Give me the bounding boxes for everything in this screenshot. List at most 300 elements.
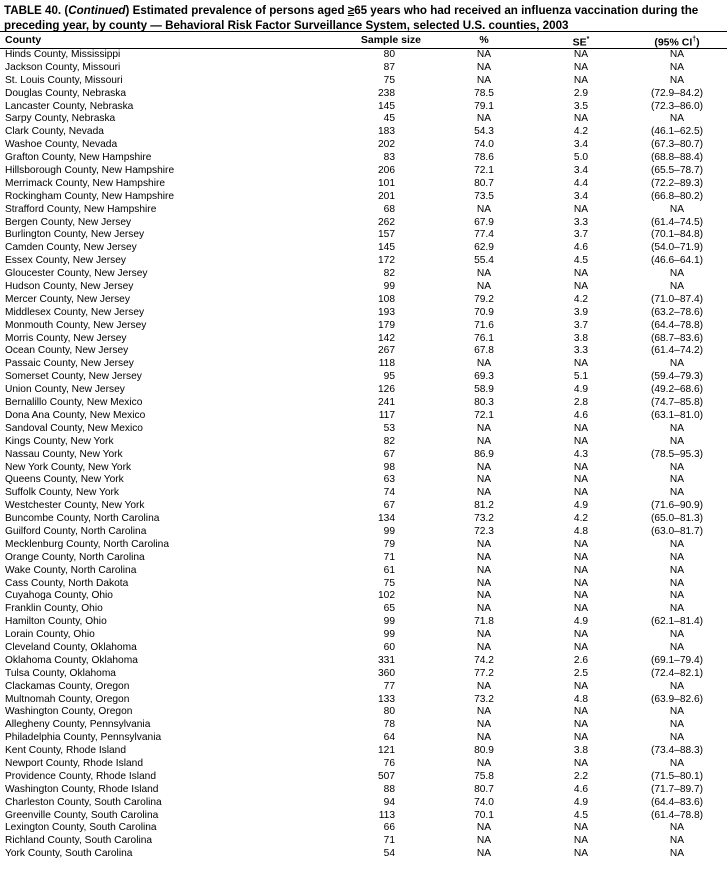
se-cell: NA	[573, 757, 589, 769]
ci-cell: NA	[669, 822, 685, 834]
table-row	[0, 590, 727, 603]
sample-size-cell: 77	[383, 680, 395, 692]
table-row	[0, 178, 727, 191]
county-cell: Tulsa County, Oklahoma	[5, 667, 116, 679]
ci-cell: NA	[669, 603, 685, 615]
county-cell: Rockingham County, New Hampshire	[5, 190, 175, 202]
table-row	[0, 371, 727, 384]
ci-cell: (62.1–81.4)	[650, 616, 704, 628]
ci-cell: (73.4–88.3)	[650, 745, 704, 757]
county-cell: St. Louis County, Missouri	[5, 74, 123, 86]
county-cell: Wake County, North Carolina	[5, 564, 137, 576]
se-cell: 3.3	[573, 216, 589, 228]
table-row	[0, 410, 727, 423]
percent-cell: 67.8	[474, 345, 494, 357]
county-cell: Lexington County, South Carolina	[5, 822, 157, 834]
county-cell: Lorain County, Ohio	[5, 629, 95, 641]
ci-cell: NA	[669, 590, 685, 602]
percent-cell: 77.4	[474, 229, 494, 241]
percent-cell: NA	[476, 203, 492, 215]
percent-cell: 74.0	[474, 796, 494, 808]
sample-size-cell: 201	[378, 190, 395, 202]
se-cell: NA	[573, 680, 589, 692]
sample-size-cell: 60	[383, 641, 395, 653]
ci-cell: NA	[669, 757, 685, 769]
ci-cell: NA	[669, 113, 685, 125]
sample-size-cell: 64	[383, 732, 395, 744]
ci-cell: NA	[669, 474, 685, 486]
ci-cell: (71.6–90.9)	[650, 500, 704, 512]
sample-size-cell: 54	[383, 848, 395, 860]
table-row	[0, 513, 727, 526]
table-row	[0, 384, 727, 397]
percent-cell: NA	[476, 822, 492, 834]
percent-cell: NA	[476, 461, 492, 473]
county-cell: Strafford County, New Hampshire	[5, 203, 157, 215]
county-cell: Cass County, North Dakota	[5, 577, 129, 589]
sample-size-cell: 95	[383, 371, 395, 383]
ci-cell: (46.6–64.1)	[650, 255, 704, 267]
se-cell: 3.7	[573, 319, 589, 331]
percent-cell: NA	[476, 551, 492, 563]
percent-cell: 80.7	[474, 783, 494, 795]
se-cell: 4.8	[573, 525, 589, 537]
percent-cell: 55.4	[474, 255, 494, 267]
header-percent: %	[479, 34, 489, 46]
table-row	[0, 88, 727, 101]
county-cell: Queens County, New York	[5, 474, 124, 486]
percent-cell: 86.9	[474, 448, 494, 460]
se-cell: NA	[573, 281, 589, 293]
se-cell: NA	[573, 835, 589, 847]
table-row	[0, 436, 727, 449]
table-row	[0, 62, 727, 75]
county-cell: Guilford County, North Carolina	[5, 525, 147, 537]
county-cell: Hamilton County, Ohio	[5, 616, 107, 628]
sample-size-cell: 75	[383, 577, 395, 589]
se-cell: 4.5	[573, 809, 589, 821]
county-cell: Morris County, New Jersey	[5, 332, 127, 344]
percent-cell: NA	[476, 113, 492, 125]
sample-size-cell: 117	[378, 409, 395, 421]
percent-cell: NA	[476, 719, 492, 731]
sample-size-cell: 45	[383, 113, 395, 125]
se-cell: NA	[573, 358, 589, 370]
ci-cell: (63.1–81.0)	[650, 409, 704, 421]
county-cell: Bernalillo County, New Mexico	[5, 397, 143, 409]
se-cell: 2.8	[573, 397, 589, 409]
sample-size-cell: 157	[378, 229, 395, 241]
ci-cell: (71.5–80.1)	[650, 770, 704, 782]
se-cell: 5.1	[573, 371, 589, 383]
county-cell: Newport County, Rhode Island	[5, 757, 143, 769]
county-cell: Jackson County, Missouri	[5, 61, 121, 73]
ci-cell: (64.4–78.8)	[650, 319, 704, 331]
sample-size-cell: 133	[378, 693, 395, 705]
ci-cell: NA	[669, 422, 685, 434]
se-cell: 3.4	[573, 190, 589, 202]
se-cell: 3.8	[573, 745, 589, 757]
se-cell: NA	[573, 268, 589, 280]
table-row	[0, 113, 727, 126]
percent-cell: NA	[476, 757, 492, 769]
county-cell: Clark County, Nevada	[5, 126, 104, 138]
se-cell: 3.4	[573, 139, 589, 151]
table-row	[0, 397, 727, 410]
county-cell: Lancaster County, Nebraska	[5, 100, 134, 112]
se-cell: 4.9	[573, 384, 589, 396]
percent-cell: 78.5	[474, 87, 494, 99]
ci-cell: (63.2–78.6)	[650, 306, 704, 318]
percent-cell: 72.1	[474, 409, 494, 421]
se-cell: 4.9	[573, 616, 589, 628]
county-cell: Hudson County, New Jersey	[5, 281, 134, 293]
ci-cell: (78.5–95.3)	[650, 448, 704, 460]
se-cell: 2.2	[573, 770, 589, 782]
table-row	[0, 758, 727, 771]
table-row	[0, 255, 727, 268]
percent-cell: 71.8	[474, 616, 494, 628]
percent-cell: NA	[476, 835, 492, 847]
sample-size-cell: 145	[378, 242, 395, 254]
county-cell: Westchester County, New York	[5, 500, 145, 512]
sample-size-cell: 118	[378, 358, 395, 370]
ci-cell: (63.9–82.6)	[650, 693, 704, 705]
table-row	[0, 552, 727, 565]
ci-cell: NA	[669, 61, 685, 73]
header-ci: (95% CI†)	[654, 36, 700, 49]
ci-cell: NA	[669, 281, 685, 293]
table-row	[0, 449, 727, 462]
ci-cell: NA	[669, 74, 685, 86]
county-cell: Monmouth County, New Jersey	[5, 319, 147, 331]
se-cell: NA	[573, 564, 589, 576]
county-cell: Richland County, South Carolina	[5, 835, 153, 847]
sample-size-cell: 202	[378, 139, 395, 151]
percent-cell: NA	[476, 848, 492, 860]
table-row	[0, 165, 727, 178]
county-cell: Providence County, Rhode Island	[5, 770, 157, 782]
percent-cell: NA	[476, 538, 492, 550]
table-row	[0, 474, 727, 487]
percent-cell: 69.3	[474, 371, 494, 383]
county-cell: Kings County, New York	[5, 435, 114, 447]
ci-cell: NA	[669, 706, 685, 718]
se-cell: 4.9	[573, 796, 589, 808]
county-cell: Kent County, Rhode Island	[5, 745, 127, 757]
ci-cell: (64.4–83.6)	[650, 796, 704, 808]
se-cell: NA	[573, 590, 589, 602]
se-cell: NA	[573, 61, 589, 73]
se-cell: 3.3	[573, 345, 589, 357]
ci-cell: NA	[669, 487, 685, 499]
percent-cell: NA	[476, 268, 492, 280]
percent-cell: 73.2	[474, 693, 494, 705]
ci-cell: NA	[669, 435, 685, 447]
se-cell: 4.4	[573, 177, 589, 189]
se-cell: 4.2	[573, 513, 589, 525]
county-cell: Charleston County, South Carolina	[5, 796, 162, 808]
table-row	[0, 681, 727, 694]
sample-size-cell: 126	[378, 384, 395, 396]
county-cell: Philadelphia County, Pennsylvania	[5, 732, 162, 744]
ci-cell: (74.7–85.8)	[650, 397, 704, 409]
percent-cell: NA	[476, 487, 492, 499]
se-cell: NA	[573, 848, 589, 860]
table-row	[0, 75, 727, 88]
county-cell: Camden County, New Jersey	[5, 242, 137, 254]
table-row	[0, 565, 727, 578]
ci-cell: NA	[669, 835, 685, 847]
ci-cell: (72.9–84.2)	[650, 87, 704, 99]
se-cell: 5.0	[573, 152, 589, 164]
percent-cell: 79.2	[474, 293, 494, 305]
table-row	[0, 101, 727, 114]
ci-cell: NA	[669, 538, 685, 550]
sample-size-cell: 331	[378, 654, 395, 666]
se-cell: NA	[573, 113, 589, 125]
sample-size-cell: 82	[383, 435, 395, 447]
table-row	[0, 320, 727, 333]
ci-cell: NA	[669, 358, 685, 370]
county-cell: Gloucester County, New Jersey	[5, 268, 148, 280]
table-row	[0, 526, 727, 539]
se-cell: 2.9	[573, 87, 589, 99]
sample-size-cell: 267	[378, 345, 395, 357]
table-row	[0, 126, 727, 139]
table-row	[0, 345, 727, 358]
percent-cell: 70.1	[474, 809, 494, 821]
se-cell: NA	[573, 629, 589, 641]
table-row	[0, 822, 727, 835]
percent-cell: NA	[476, 474, 492, 486]
percent-cell: 74.2	[474, 654, 494, 666]
percent-cell: NA	[476, 435, 492, 447]
table-row	[0, 152, 727, 165]
se-cell: 4.9	[573, 500, 589, 512]
sample-size-cell: 113	[378, 809, 395, 821]
ci-cell: NA	[669, 461, 685, 473]
ci-cell: NA	[669, 203, 685, 215]
sample-size-cell: 98	[383, 461, 395, 473]
sample-size-cell: 241	[378, 397, 395, 409]
sample-size-cell: 67	[383, 500, 395, 512]
ci-cell: (72.3–86.0)	[650, 100, 704, 112]
county-cell: Washoe County, Nevada	[5, 139, 118, 151]
percent-cell: NA	[476, 603, 492, 615]
ci-cell: (67.3–80.7)	[650, 139, 704, 151]
ci-cell: (69.1–79.4)	[650, 654, 704, 666]
county-cell: Burlington County, New Jersey	[5, 229, 145, 241]
percent-cell: NA	[476, 680, 492, 692]
table-row	[0, 797, 727, 810]
percent-cell: NA	[476, 61, 492, 73]
ci-cell: NA	[669, 732, 685, 744]
sample-size-cell: 193	[378, 306, 395, 318]
county-cell: Mercer County, New Jersey	[5, 293, 130, 305]
ci-cell: (65.0–81.3)	[650, 513, 704, 525]
county-cell: Dona Ana County, New Mexico	[5, 409, 146, 421]
percent-cell: NA	[476, 74, 492, 86]
percent-cell: NA	[476, 641, 492, 653]
se-cell: 4.6	[573, 409, 589, 421]
ci-cell: (65.5–78.7)	[650, 165, 704, 177]
sample-size-cell: 67	[383, 448, 395, 460]
sample-size-cell: 66	[383, 822, 395, 834]
table-row	[0, 784, 727, 797]
ci-cell: (63.0–81.7)	[650, 525, 704, 537]
sample-size-cell: 99	[383, 525, 395, 537]
table-row	[0, 281, 727, 294]
percent-cell: 73.5	[474, 190, 494, 202]
ci-cell: NA	[669, 629, 685, 641]
sample-size-cell: 74	[383, 487, 395, 499]
sample-size-cell: 99	[383, 281, 395, 293]
percent-cell: NA	[476, 358, 492, 370]
sample-size-cell: 183	[378, 126, 395, 138]
sample-size-cell: 172	[378, 255, 395, 267]
county-cell: Orange County, North Carolina	[5, 551, 145, 563]
table-row	[0, 462, 727, 475]
se-cell: NA	[573, 49, 589, 60]
county-cell: Bergen County, New Jersey	[5, 216, 132, 228]
sample-size-cell: 134	[378, 513, 395, 525]
sample-size-cell: 71	[383, 835, 395, 847]
ci-cell: (72.2–89.3)	[650, 177, 704, 189]
county-cell: Merrimack County, New Hampshire	[5, 177, 166, 189]
ci-cell: (68.8–88.4)	[650, 152, 704, 164]
county-cell: Cleveland County, Oklahoma	[5, 641, 137, 653]
county-cell: Hinds County, Mississippi	[5, 49, 121, 60]
sample-size-cell: 99	[383, 616, 395, 628]
se-cell: NA	[573, 551, 589, 563]
sample-size-cell: 101	[378, 177, 395, 189]
percent-cell: 78.6	[474, 152, 494, 164]
percent-cell: NA	[476, 422, 492, 434]
percent-cell: NA	[476, 732, 492, 744]
ci-cell: (71.0–87.4)	[650, 293, 704, 305]
county-cell: York County, South Carolina	[5, 848, 133, 860]
county-cell: Suffolk County, New York	[5, 487, 120, 499]
percent-cell: 74.0	[474, 139, 494, 151]
county-cell: Essex County, New Jersey	[5, 255, 126, 267]
percent-cell: 80.9	[474, 745, 494, 757]
se-cell: 3.8	[573, 332, 589, 344]
table-row	[0, 578, 727, 591]
county-cell: Washington County, Oregon	[5, 706, 133, 718]
sample-size-cell: 99	[383, 629, 395, 641]
table-body	[0, 49, 727, 861]
county-cell: Grafton County, New Hampshire	[5, 152, 152, 164]
percent-cell: 77.2	[474, 667, 494, 679]
percent-cell: NA	[476, 577, 492, 589]
table-row	[0, 487, 727, 500]
sample-size-cell: 142	[378, 332, 395, 344]
table-row	[0, 616, 727, 629]
county-cell: Somerset County, New Jersey	[5, 371, 142, 383]
table-row	[0, 191, 727, 204]
ci-cell: (70.1–84.8)	[650, 229, 704, 241]
percent-cell: 72.3	[474, 525, 494, 537]
se-cell: NA	[573, 435, 589, 447]
se-cell: NA	[573, 822, 589, 834]
county-cell: Hillsborough County, New Hampshire	[5, 165, 175, 177]
sample-size-cell: 94	[383, 796, 395, 808]
ci-cell: NA	[669, 577, 685, 589]
se-cell: 3.9	[573, 306, 589, 318]
se-cell: 4.6	[573, 783, 589, 795]
sample-size-cell: 179	[378, 319, 395, 331]
header-county: County	[5, 34, 42, 46]
table-header	[0, 31, 727, 49]
percent-cell: 70.9	[474, 306, 494, 318]
table-row	[0, 500, 727, 513]
se-cell: 4.5	[573, 255, 589, 267]
county-cell: Cuyahoga County, Ohio	[5, 590, 113, 602]
ci-cell: (54.0–71.9)	[650, 242, 704, 254]
se-cell: 3.5	[573, 100, 589, 112]
county-cell: Mecklenburg County, North Carolina	[5, 538, 170, 550]
county-cell: Sarpy County, Nebraska	[5, 113, 116, 125]
percent-cell: 80.7	[474, 177, 494, 189]
sample-size-cell: 82	[383, 268, 395, 280]
se-cell: 3.4	[573, 165, 589, 177]
se-cell: NA	[573, 487, 589, 499]
table-row	[0, 694, 727, 707]
ci-cell: (71.7–89.7)	[650, 783, 704, 795]
sample-size-cell: 53	[383, 422, 395, 434]
sample-size-cell: 507	[378, 770, 395, 782]
sample-size-cell: 61	[383, 564, 395, 576]
ci-cell: (59.4–79.3)	[650, 371, 704, 383]
table-row	[0, 294, 727, 307]
ci-cell: (61.4–78.8)	[650, 809, 704, 821]
table-row	[0, 719, 727, 732]
table-row	[0, 333, 727, 346]
sample-size-cell: 75	[383, 74, 395, 86]
header-sample-size: Sample size	[360, 34, 421, 46]
county-cell: Clackamas County, Oregon	[5, 680, 130, 692]
percent-cell: 67.9	[474, 216, 494, 228]
se-cell: NA	[573, 203, 589, 215]
table-title: TABLE 40. (Continued) Estimated prevalence of persons aged ≥65 years who had received an influenza vaccination during the preceding year, by county — Behavioral Risk Factor Surveillance System, selected U.S. counties, 2003	[4, 4, 699, 32]
sample-size-cell: 79	[383, 538, 395, 550]
se-cell: 4.8	[573, 693, 589, 705]
sample-size-cell: 87	[383, 61, 395, 73]
table-row	[0, 242, 727, 255]
se-cell: NA	[573, 641, 589, 653]
sample-size-cell: 80	[383, 49, 395, 60]
ci-cell: (61.4–74.5)	[650, 216, 704, 228]
percent-cell: NA	[476, 706, 492, 718]
sample-size-cell: 68	[383, 203, 395, 215]
table-row	[0, 204, 727, 217]
table-row	[0, 810, 727, 823]
percent-cell: 80.3	[474, 397, 494, 409]
percent-cell: 72.1	[474, 165, 494, 177]
header-se: SE*	[572, 36, 590, 49]
ci-cell: (49.2–68.6)	[650, 384, 704, 396]
percent-cell: 73.2	[474, 513, 494, 525]
table-row	[0, 539, 727, 552]
table-row	[0, 642, 727, 655]
sample-size-cell: 63	[383, 474, 395, 486]
county-cell: Nassau County, New York	[5, 448, 123, 460]
table-row	[0, 835, 727, 848]
ci-cell: NA	[669, 680, 685, 692]
sample-size-cell: 76	[383, 757, 395, 769]
se-cell: 4.2	[573, 293, 589, 305]
